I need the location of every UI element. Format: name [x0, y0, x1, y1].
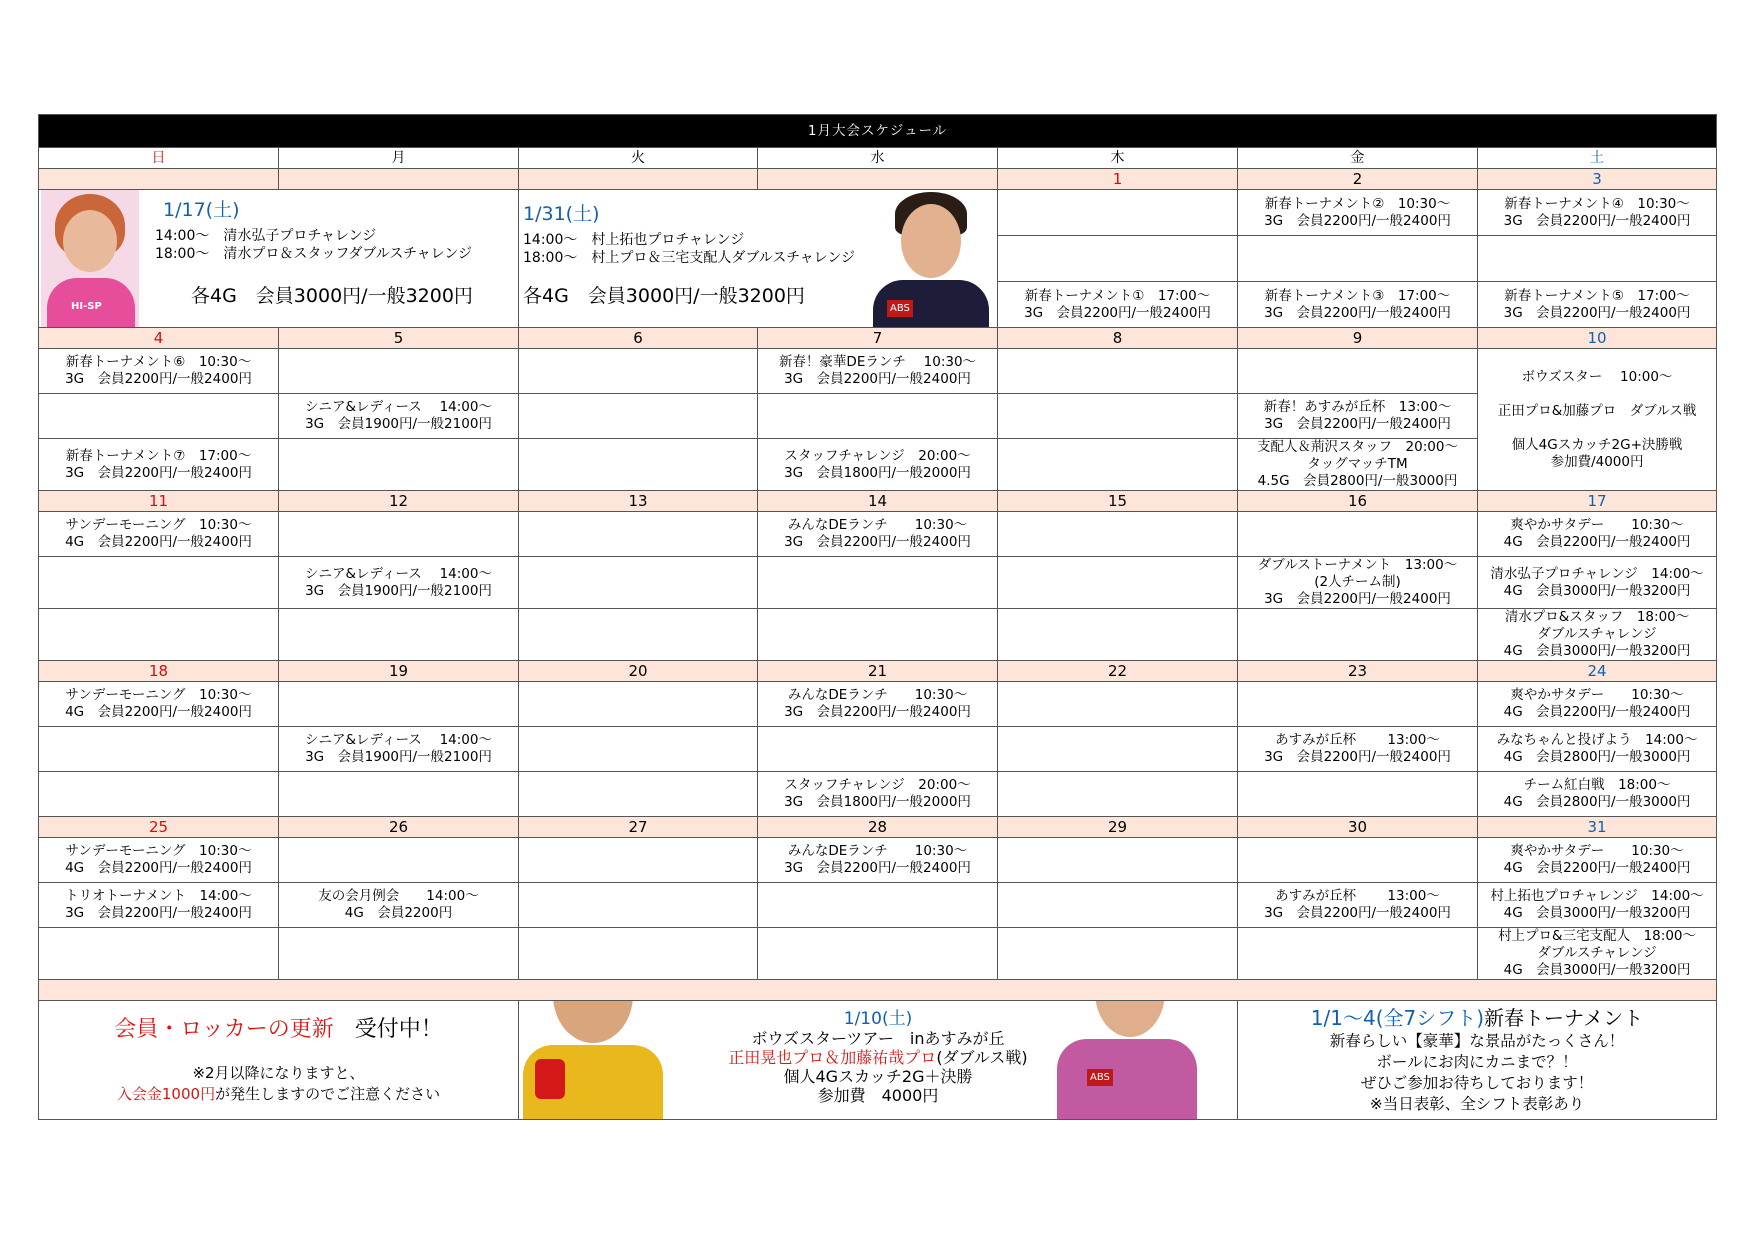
- weekday-mon: 月: [279, 148, 519, 169]
- event-slot: [998, 838, 1238, 883]
- date-cell: 16: [1238, 491, 1478, 512]
- event-slot: 村上拓也プロチャレンジ 14:00～ 4G 会員3000円/一般3200円: [1478, 883, 1717, 928]
- event-slot: 友の会月例会 14:00～ 4G 会員2200円: [279, 883, 519, 928]
- event-slot: [39, 772, 279, 817]
- event-slot: [519, 609, 758, 661]
- event-slot: [519, 394, 758, 439]
- date-cell: 31: [1478, 817, 1717, 838]
- kato-portrait: ABS: [1051, 1001, 1201, 1120]
- event-slot: [998, 928, 1238, 980]
- event-slot: [279, 928, 519, 980]
- event-slot: 爽やかサタデー 10:30～ 4G 会員2200円/一般2400円: [1478, 838, 1717, 883]
- event-slot: [998, 682, 1238, 727]
- date-cell: 15: [998, 491, 1238, 512]
- tournament-line: ボールにお肉にカニまで？！: [1376, 1053, 1578, 1071]
- event-slot: 新春！あすみが丘杯 13:00～ 3G 会員2200円/一般2400円: [1238, 394, 1478, 439]
- promo-line: 14:00～ 村上拓也プロチャレンジ: [523, 232, 745, 248]
- murakami-portrait: ABS: [869, 190, 993, 327]
- date-cell: 21: [758, 661, 998, 682]
- event-slot: [998, 727, 1238, 772]
- event-slot: [39, 928, 279, 980]
- event-slot: [758, 883, 998, 928]
- event-slot: みんなDEランチ 10:30～ 3G 会員2200円/一般2400円: [758, 838, 998, 883]
- event-slot: サンデーモーニング 10:30～ 4G 会員2200円/一般2400円: [39, 682, 279, 727]
- event-slot: [758, 609, 998, 661]
- date-cell: 11: [39, 491, 279, 512]
- date-cell: 6: [519, 328, 758, 349]
- event-slot: 新春トーナメント⑦ 17:00～ 3G 会員2200円/一般2400円: [39, 439, 279, 491]
- event-slot: 村上プロ&三宅支配人 18:00～ ダブルスチャレンジ 4G 会員3000円/一般3200円: [1478, 928, 1717, 980]
- enrollment-note: が発生しますのでご注意ください: [215, 1085, 441, 1103]
- date-cell: [519, 169, 758, 190]
- page-title: 1月大会スケジュール: [39, 115, 1717, 148]
- footer-separator: [39, 980, 1717, 1001]
- event-slot: [998, 609, 1238, 661]
- enrollment-fee: 入会金1000円: [116, 1085, 216, 1103]
- event-slot: チーム紅白戦 18:00～ 4G 会員2800円/一般3000円: [1478, 772, 1717, 817]
- event-slot: [39, 394, 279, 439]
- date-cell: 4: [39, 328, 279, 349]
- event-slot: [519, 682, 758, 727]
- date-cell: 12: [279, 491, 519, 512]
- promo-line: 14:00～ 清水弘子プロチャレンジ: [155, 228, 377, 244]
- promo-shimizu: [39, 190, 519, 328]
- date-cell: 7: [758, 328, 998, 349]
- event-slot: みんなDEランチ 10:30～ 3G 会員2200円/一般2400円: [758, 682, 998, 727]
- membership-heading: 会員・ロッカーの更新: [114, 1017, 334, 1042]
- weekday-header: [39, 148, 1717, 169]
- date-cell: 3: [1478, 169, 1717, 190]
- footer-new-year-tournament: [1238, 1001, 1717, 1120]
- promo-date: 1/17(土): [163, 199, 240, 221]
- date-row: [39, 169, 1717, 190]
- event-slot: [519, 727, 758, 772]
- event-slot: [39, 557, 279, 609]
- date-cell: 29: [998, 817, 1238, 838]
- event-slot: [998, 349, 1238, 394]
- footer-membership-notice: [39, 1001, 519, 1120]
- date-cell: 30: [1238, 817, 1478, 838]
- event-slot: [1238, 609, 1478, 661]
- event-slot: [998, 883, 1238, 928]
- membership-heading-suffix: 受付中！: [354, 1017, 443, 1042]
- date-cell: 23: [1238, 661, 1478, 682]
- event-slot: 新春トーナメント② 10:30～ 3G 会員2200円/一般2400円: [1238, 190, 1478, 236]
- tour-pros: 正田晃也プロ＆加藤祐哉プロ: [728, 1047, 937, 1067]
- event-slot: [279, 349, 519, 394]
- tournament-dates: 1/1～4(全7シフト): [1310, 1006, 1485, 1030]
- event-slot: [1238, 236, 1478, 282]
- tour-line: ボウズスターツアー inあすみが丘: [751, 1028, 1005, 1048]
- date-cell: [279, 169, 519, 190]
- event-slot: [1238, 772, 1478, 817]
- event-slot: [1238, 512, 1478, 557]
- event-slot: [998, 190, 1238, 236]
- tournament-line: ※当日表彰、全シフト表彰あり: [1369, 1095, 1585, 1113]
- date-cell: 18: [39, 661, 279, 682]
- event-slot: スタッフチャレンジ 20:00～ 3G 会員1800円/一般2000円: [758, 772, 998, 817]
- weekday-wed: 水: [758, 148, 998, 169]
- promo-line: 18:00～ 村上プロ＆三宅支配人ダブルスチャレンジ: [523, 250, 855, 266]
- event-slot: [1238, 349, 1478, 394]
- event-slot: [519, 838, 758, 883]
- date-cell: 25: [39, 817, 279, 838]
- event-slot: 新春トーナメント⑥ 10:30～ 3G 会員2200円/一般2400円: [39, 349, 279, 394]
- promo-date: 1/31(土): [523, 203, 600, 225]
- event-slot: [519, 349, 758, 394]
- event-slot: [279, 609, 519, 661]
- event-slot: サンデーモーニング 10:30～ 4G 会員2200円/一般2400円: [39, 838, 279, 883]
- promo-price: 各4G 会員3000円/一般3200円: [523, 285, 805, 307]
- event-slot: サンデーモーニング 10:30～ 4G 会員2200円/一般2400円: [39, 512, 279, 557]
- tournament-name: 新春トーナメント: [1484, 1006, 1644, 1030]
- shimizu-portrait: HI-SP: [41, 190, 139, 327]
- weekday-sat: 土: [1478, 148, 1717, 169]
- event-slot: 新春トーナメント③ 17:00～ 3G 会員2200円/一般2400円: [1238, 282, 1478, 328]
- event-slot: [998, 236, 1238, 282]
- event-slot: [519, 512, 758, 557]
- date-cell: 1: [998, 169, 1238, 190]
- date-cell: 28: [758, 817, 998, 838]
- date-cell: 9: [1238, 328, 1478, 349]
- event-slot: [279, 682, 519, 727]
- tour-line: 個人4Gスカッチ2G＋決勝: [783, 1066, 973, 1086]
- weekday-sun: 日: [39, 148, 279, 169]
- date-cell: 27: [519, 817, 758, 838]
- date-cell: 5: [279, 328, 519, 349]
- event-slot-merged: ボウズスター 10:00～ 正田プロ&加藤プロ ダブルス戦 個人4Gスカッチ2G+決勝戦 参加費/4000円: [1478, 349, 1717, 491]
- event-slot: シニア&レディース 14:00～ 3G 会員1900円/一般2100円: [279, 394, 519, 439]
- date-cell: 19: [279, 661, 519, 682]
- event-slot: [998, 557, 1238, 609]
- event-slot: みなちゃんと投げよう 14:00～ 4G 会員2800円/一般3000円: [1478, 727, 1717, 772]
- tour-date: 1/10(土): [843, 1008, 913, 1029]
- event-slot: [758, 727, 998, 772]
- event-slot: [998, 512, 1238, 557]
- event-slot: あすみが丘杯 13:00～ 3G 会員2200円/一般2400円: [1238, 883, 1478, 928]
- tour-fee: 参加費 4000円: [817, 1085, 939, 1105]
- event-slot: [758, 394, 998, 439]
- promo-price: 各4G 会員3000円/一般3200円: [191, 285, 473, 307]
- event-slot: 新春トーナメント⑤ 17:00～ 3G 会員2200円/一般2400円: [1478, 282, 1717, 328]
- event-slot: あすみが丘杯 13:00～ 3G 会員2200円/一般2400円: [1238, 727, 1478, 772]
- footer-bozstar-tour: [519, 1001, 1238, 1120]
- event-slot: [1238, 928, 1478, 980]
- date-cell: 14: [758, 491, 998, 512]
- event-slot: [39, 727, 279, 772]
- date-cell: 20: [519, 661, 758, 682]
- event-slot: 清水プロ&スタッフ 18:00～ ダブルスチャレンジ 4G 会員3000円/一般3200円: [1478, 609, 1717, 661]
- event-slot: 新春トーナメント① 17:00～ 3G 会員2200円/一般2400円: [998, 282, 1238, 328]
- schedule-sheet: [38, 114, 1716, 1120]
- date-cell: 22: [998, 661, 1238, 682]
- event-slot: [519, 883, 758, 928]
- tour-format: (ダブルス戦): [936, 1047, 1028, 1067]
- event-slot: [279, 439, 519, 491]
- calendar-table: [38, 114, 1717, 1120]
- date-cell: 10: [1478, 328, 1717, 349]
- event-slot: [519, 439, 758, 491]
- event-slot: [1478, 236, 1717, 282]
- event-slot: 支配人＆荊沢スタッフ 20:00～ タッグマッチTM 4.5G 会員2800円/一般3000円: [1238, 439, 1478, 491]
- tournament-line: 新春らしい【豪華】な景品がたっくさん！: [1329, 1032, 1625, 1050]
- event-slot: [998, 394, 1238, 439]
- date-cell: 24: [1478, 661, 1717, 682]
- date-cell: 26: [279, 817, 519, 838]
- date-row: [39, 817, 1717, 838]
- event-slot: シニア&レディース 14:00～ 3G 会員1900円/一般2100円: [279, 727, 519, 772]
- date-row: [39, 491, 1717, 512]
- event-slot: 清水弘子プロチャレンジ 14:00～ 4G 会員3000円/一般3200円: [1478, 557, 1717, 609]
- date-cell: [39, 169, 279, 190]
- event-slot: [758, 928, 998, 980]
- event-slot: みんなDEランチ 10:30～ 3G 会員2200円/一般2400円: [758, 512, 998, 557]
- weekday-tue: 火: [519, 148, 758, 169]
- event-slot: [998, 772, 1238, 817]
- event-slot: シニア&レディース 14:00～ 3G 会員1900円/一般2100円: [279, 557, 519, 609]
- event-slot: [1238, 838, 1478, 883]
- event-slot: [519, 772, 758, 817]
- event-slot: 爽やかサタデー 10:30～ 4G 会員2200円/一般2400円: [1478, 512, 1717, 557]
- event-slot: スタッフチャレンジ 20:00～ 3G 会員1800円/一般2000円: [758, 439, 998, 491]
- weekday-thu: 木: [998, 148, 1238, 169]
- event-slot: [279, 772, 519, 817]
- date-row: [39, 328, 1717, 349]
- tournament-line: ぜひご参加お待ちしております！: [1360, 1074, 1594, 1092]
- event-slot: 新春！豪華DEランチ 10:30～ 3G 会員2200円/一般2400円: [758, 349, 998, 394]
- date-cell: [758, 169, 998, 190]
- event-slot: [279, 838, 519, 883]
- promo-line: 18:00～ 清水プロ＆スタッフダブルスチャレンジ: [155, 246, 472, 262]
- date-cell: 17: [1478, 491, 1717, 512]
- event-slot: 新春トーナメント④ 10:30～ 3G 会員2200円/一般2400円: [1478, 190, 1717, 236]
- event-slot: [758, 557, 998, 609]
- date-row: [39, 661, 1717, 682]
- event-slot: [1238, 682, 1478, 727]
- event-slot: [39, 609, 279, 661]
- date-cell: 8: [998, 328, 1238, 349]
- event-slot: [519, 928, 758, 980]
- date-cell: 2: [1238, 169, 1478, 190]
- event-slot: トリオトーナメント 14:00～ 3G 会員2200円/一般2400円: [39, 883, 279, 928]
- weekday-fri: 金: [1238, 148, 1478, 169]
- event-slot: 爽やかサタデー 10:30～ 4G 会員2200円/一般2400円: [1478, 682, 1717, 727]
- event-slot: [279, 512, 519, 557]
- event-slot: [998, 439, 1238, 491]
- event-slot: [519, 557, 758, 609]
- date-cell: 13: [519, 491, 758, 512]
- promo-murakami: [519, 190, 998, 328]
- membership-note: ※2月以降になりますと、: [192, 1064, 365, 1082]
- footer-row: [39, 1001, 1717, 1120]
- event-slot: ダブルストーナメント 13:00～ (2人チーム制) 3G 会員2200円/一般2400円: [1238, 557, 1478, 609]
